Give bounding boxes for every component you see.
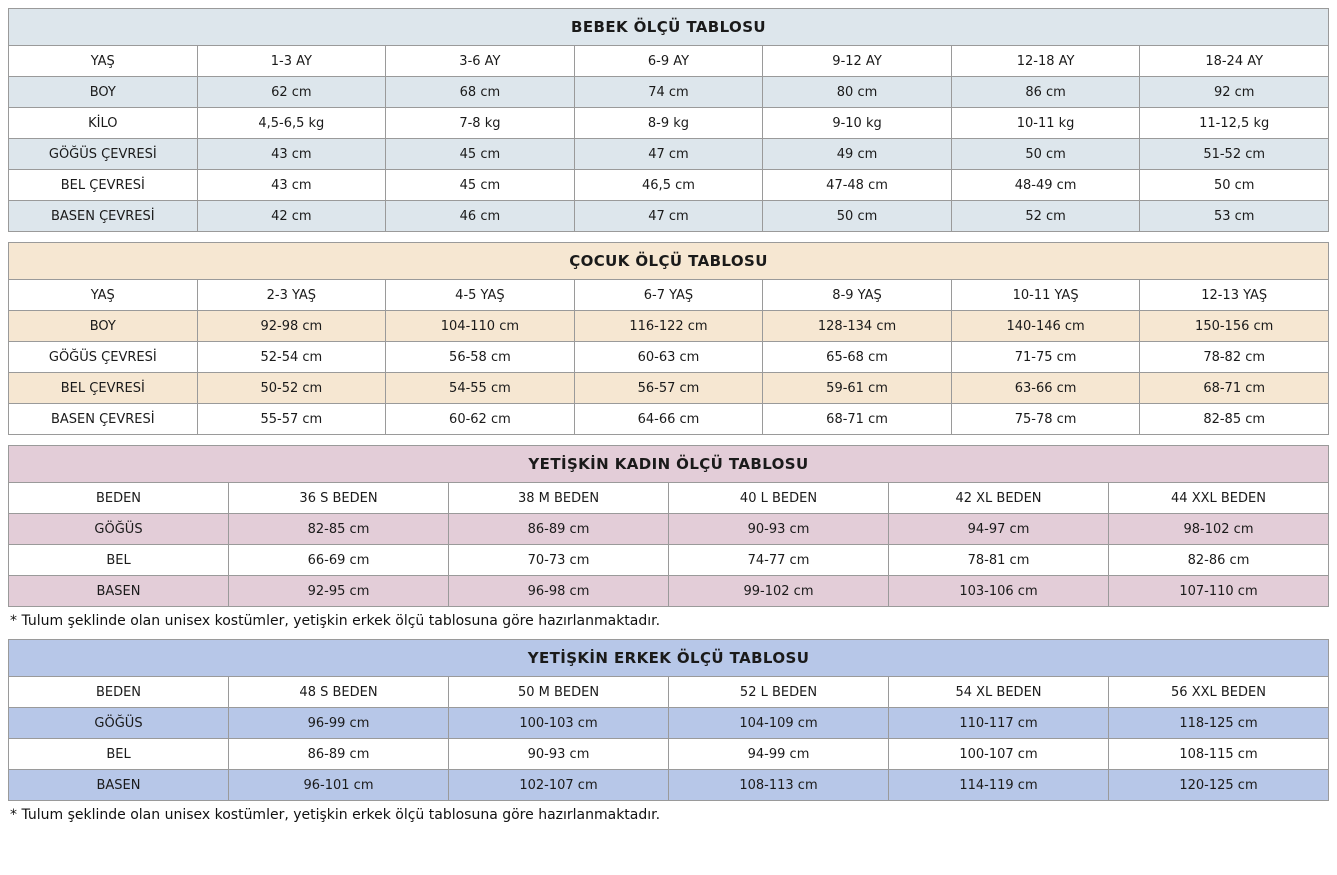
cell: 114-119 cm <box>889 770 1109 801</box>
cell: 68 cm <box>386 77 575 108</box>
table-row <box>9 201 1329 232</box>
cell: 46 cm <box>386 201 575 232</box>
cell: 42 cm <box>197 201 386 232</box>
cell: 50-52 cm <box>197 373 386 404</box>
table-row <box>9 170 1329 201</box>
table-row <box>9 545 1329 576</box>
table-row <box>9 708 1329 739</box>
cell: 96-101 cm <box>229 770 449 801</box>
table-row <box>9 373 1329 404</box>
cell: 68-71 cm <box>1140 373 1329 404</box>
cell: 50 cm <box>1140 170 1329 201</box>
column-header: YAŞ <box>9 46 198 77</box>
cell: 64-66 cm <box>574 404 763 435</box>
table-header-row <box>9 46 1329 77</box>
cell: 86-89 cm <box>229 739 449 770</box>
table-row <box>9 404 1329 435</box>
table-header-row <box>9 677 1329 708</box>
column-header: 1-3 AY <box>197 46 386 77</box>
size-table-child <box>8 242 1329 435</box>
cell: 55-57 cm <box>197 404 386 435</box>
column-header: 42 XL BEDEN <box>889 483 1109 514</box>
cell: 99-102 cm <box>669 576 889 607</box>
cell: 116-122 cm <box>574 311 763 342</box>
column-header: 9-12 AY <box>763 46 952 77</box>
column-header: 40 L BEDEN <box>669 483 889 514</box>
column-header: 36 S BEDEN <box>229 483 449 514</box>
cell: 56-58 cm <box>386 342 575 373</box>
cell: 120-125 cm <box>1109 770 1329 801</box>
table-row <box>9 108 1329 139</box>
cell: 92-98 cm <box>197 311 386 342</box>
cell: 110-117 cm <box>889 708 1109 739</box>
cell: 150-156 cm <box>1140 311 1329 342</box>
column-header: 50 M BEDEN <box>449 677 669 708</box>
column-header: 44 XXL BEDEN <box>1109 483 1329 514</box>
note-woman: * Tulum şeklinde olan unisex kostümler, yetişkin erkek ölçü tablosuna göre hazırlanmaktadır. <box>10 613 661 629</box>
table-row <box>9 342 1329 373</box>
cell: 86-89 cm <box>449 514 669 545</box>
column-header: 3-6 AY <box>386 46 575 77</box>
table-title: BEBEK ÖLÇÜ TABLOSU <box>9 9 1329 46</box>
cell: 9-10 kg <box>763 108 952 139</box>
row-label: BASEN <box>9 576 229 607</box>
cell: 71-75 cm <box>951 342 1140 373</box>
cell: 47 cm <box>574 139 763 170</box>
cell: 75-78 cm <box>951 404 1140 435</box>
cell: 78-81 cm <box>889 545 1109 576</box>
cell: 60-62 cm <box>386 404 575 435</box>
cell: 62 cm <box>197 77 386 108</box>
cell: 52 cm <box>951 201 1140 232</box>
row-label: BASEN <box>9 770 229 801</box>
column-header: BEDEN <box>9 483 229 514</box>
cell: 96-98 cm <box>449 576 669 607</box>
column-header: 12-13 YAŞ <box>1140 280 1329 311</box>
cell: 100-107 cm <box>889 739 1109 770</box>
column-header: 18-24 AY <box>1140 46 1329 77</box>
cell: 103-106 cm <box>889 576 1109 607</box>
cell: 80 cm <box>763 77 952 108</box>
row-label: BOY <box>9 311 198 342</box>
table-title: YETİŞKİN ERKEK ÖLÇÜ TABLOSU <box>9 640 1329 677</box>
column-header: 6-9 AY <box>574 46 763 77</box>
column-header: 48 S BEDEN <box>229 677 449 708</box>
cell: 51-52 cm <box>1140 139 1329 170</box>
size-table-man <box>8 639 1329 801</box>
cell: 43 cm <box>197 170 386 201</box>
column-header: 2-3 YAŞ <box>197 280 386 311</box>
row-label: BOY <box>9 77 198 108</box>
table-row <box>9 576 1329 607</box>
table-title-row <box>9 640 1329 677</box>
table-title-row <box>9 9 1329 46</box>
cell: 118-125 cm <box>1109 708 1329 739</box>
cell: 45 cm <box>386 170 575 201</box>
note-man: * Tulum şeklinde olan unisex kostümler, yetişkin erkek ölçü tablosuna göre hazırlanmaktadır. <box>10 807 661 823</box>
size-table-woman <box>8 445 1329 607</box>
row-label: GÖĞÜS ÇEVRESİ <box>9 139 198 170</box>
cell: 94-99 cm <box>669 739 889 770</box>
cell: 140-146 cm <box>951 311 1140 342</box>
cell: 96-99 cm <box>229 708 449 739</box>
table-title-row <box>9 243 1329 280</box>
column-header: 56 XXL BEDEN <box>1109 677 1329 708</box>
table-row <box>9 514 1329 545</box>
cell: 108-115 cm <box>1109 739 1329 770</box>
cell: 100-103 cm <box>449 708 669 739</box>
row-label: GÖĞÜS <box>9 514 229 545</box>
row-label: BEL ÇEVRESİ <box>9 170 198 201</box>
cell: 43 cm <box>197 139 386 170</box>
cell: 66-69 cm <box>229 545 449 576</box>
cell: 92-95 cm <box>229 576 449 607</box>
column-header: BEDEN <box>9 677 229 708</box>
row-label: BEL <box>9 739 229 770</box>
row-label: BEL ÇEVRESİ <box>9 373 198 404</box>
cell: 60-63 cm <box>574 342 763 373</box>
cell: 52-54 cm <box>197 342 386 373</box>
cell: 98-102 cm <box>1109 514 1329 545</box>
column-header: 38 M BEDEN <box>449 483 669 514</box>
column-header: 12-18 AY <box>951 46 1140 77</box>
cell: 11-12,5 kg <box>1140 108 1329 139</box>
cell: 90-93 cm <box>669 514 889 545</box>
size-table-baby <box>8 8 1329 232</box>
cell: 94-97 cm <box>889 514 1109 545</box>
cell: 104-110 cm <box>386 311 575 342</box>
cell: 59-61 cm <box>763 373 952 404</box>
cell: 102-107 cm <box>449 770 669 801</box>
cell: 90-93 cm <box>449 739 669 770</box>
table-row <box>9 739 1329 770</box>
table-row <box>9 311 1329 342</box>
column-header: 4-5 YAŞ <box>386 280 575 311</box>
cell: 47 cm <box>574 201 763 232</box>
column-header: 8-9 YAŞ <box>763 280 952 311</box>
row-label: BEL <box>9 545 229 576</box>
row-label: GÖĞÜS <box>9 708 229 739</box>
table-header-row <box>9 483 1329 514</box>
column-header: 54 XL BEDEN <box>889 677 1109 708</box>
cell: 70-73 cm <box>449 545 669 576</box>
table-title: ÇOCUK ÖLÇÜ TABLOSU <box>9 243 1329 280</box>
cell: 92 cm <box>1140 77 1329 108</box>
cell: 82-85 cm <box>229 514 449 545</box>
table-title: YETİŞKİN KADIN ÖLÇÜ TABLOSU <box>9 446 1329 483</box>
cell: 82-85 cm <box>1140 404 1329 435</box>
column-header: 6-7 YAŞ <box>574 280 763 311</box>
cell: 49 cm <box>763 139 952 170</box>
cell: 50 cm <box>763 201 952 232</box>
cell: 68-71 cm <box>763 404 952 435</box>
cell: 47-48 cm <box>763 170 952 201</box>
cell: 8-9 kg <box>574 108 763 139</box>
cell: 108-113 cm <box>669 770 889 801</box>
cell: 7-8 kg <box>386 108 575 139</box>
cell: 65-68 cm <box>763 342 952 373</box>
cell: 82-86 cm <box>1109 545 1329 576</box>
row-label: BASEN ÇEVRESİ <box>9 404 198 435</box>
cell: 63-66 cm <box>951 373 1140 404</box>
cell: 74-77 cm <box>669 545 889 576</box>
table-row <box>9 77 1329 108</box>
cell: 74 cm <box>574 77 763 108</box>
cell: 48-49 cm <box>951 170 1140 201</box>
cell: 10-11 kg <box>951 108 1140 139</box>
cell: 54-55 cm <box>386 373 575 404</box>
cell: 53 cm <box>1140 201 1329 232</box>
cell: 107-110 cm <box>1109 576 1329 607</box>
cell: 128-134 cm <box>763 311 952 342</box>
row-label: KİLO <box>9 108 198 139</box>
row-label: GÖĞÜS ÇEVRESİ <box>9 342 198 373</box>
cell: 45 cm <box>386 139 575 170</box>
table-row <box>9 770 1329 801</box>
row-label: BASEN ÇEVRESİ <box>9 201 198 232</box>
table-header-row <box>9 280 1329 311</box>
cell: 46,5 cm <box>574 170 763 201</box>
table-title-row <box>9 446 1329 483</box>
column-header: YAŞ <box>9 280 198 311</box>
table-row <box>9 139 1329 170</box>
cell: 78-82 cm <box>1140 342 1329 373</box>
cell: 104-109 cm <box>669 708 889 739</box>
column-header: 52 L BEDEN <box>669 677 889 708</box>
cell: 50 cm <box>951 139 1140 170</box>
cell: 4,5-6,5 kg <box>197 108 386 139</box>
cell: 86 cm <box>951 77 1140 108</box>
cell: 56-57 cm <box>574 373 763 404</box>
column-header: 10-11 YAŞ <box>951 280 1140 311</box>
